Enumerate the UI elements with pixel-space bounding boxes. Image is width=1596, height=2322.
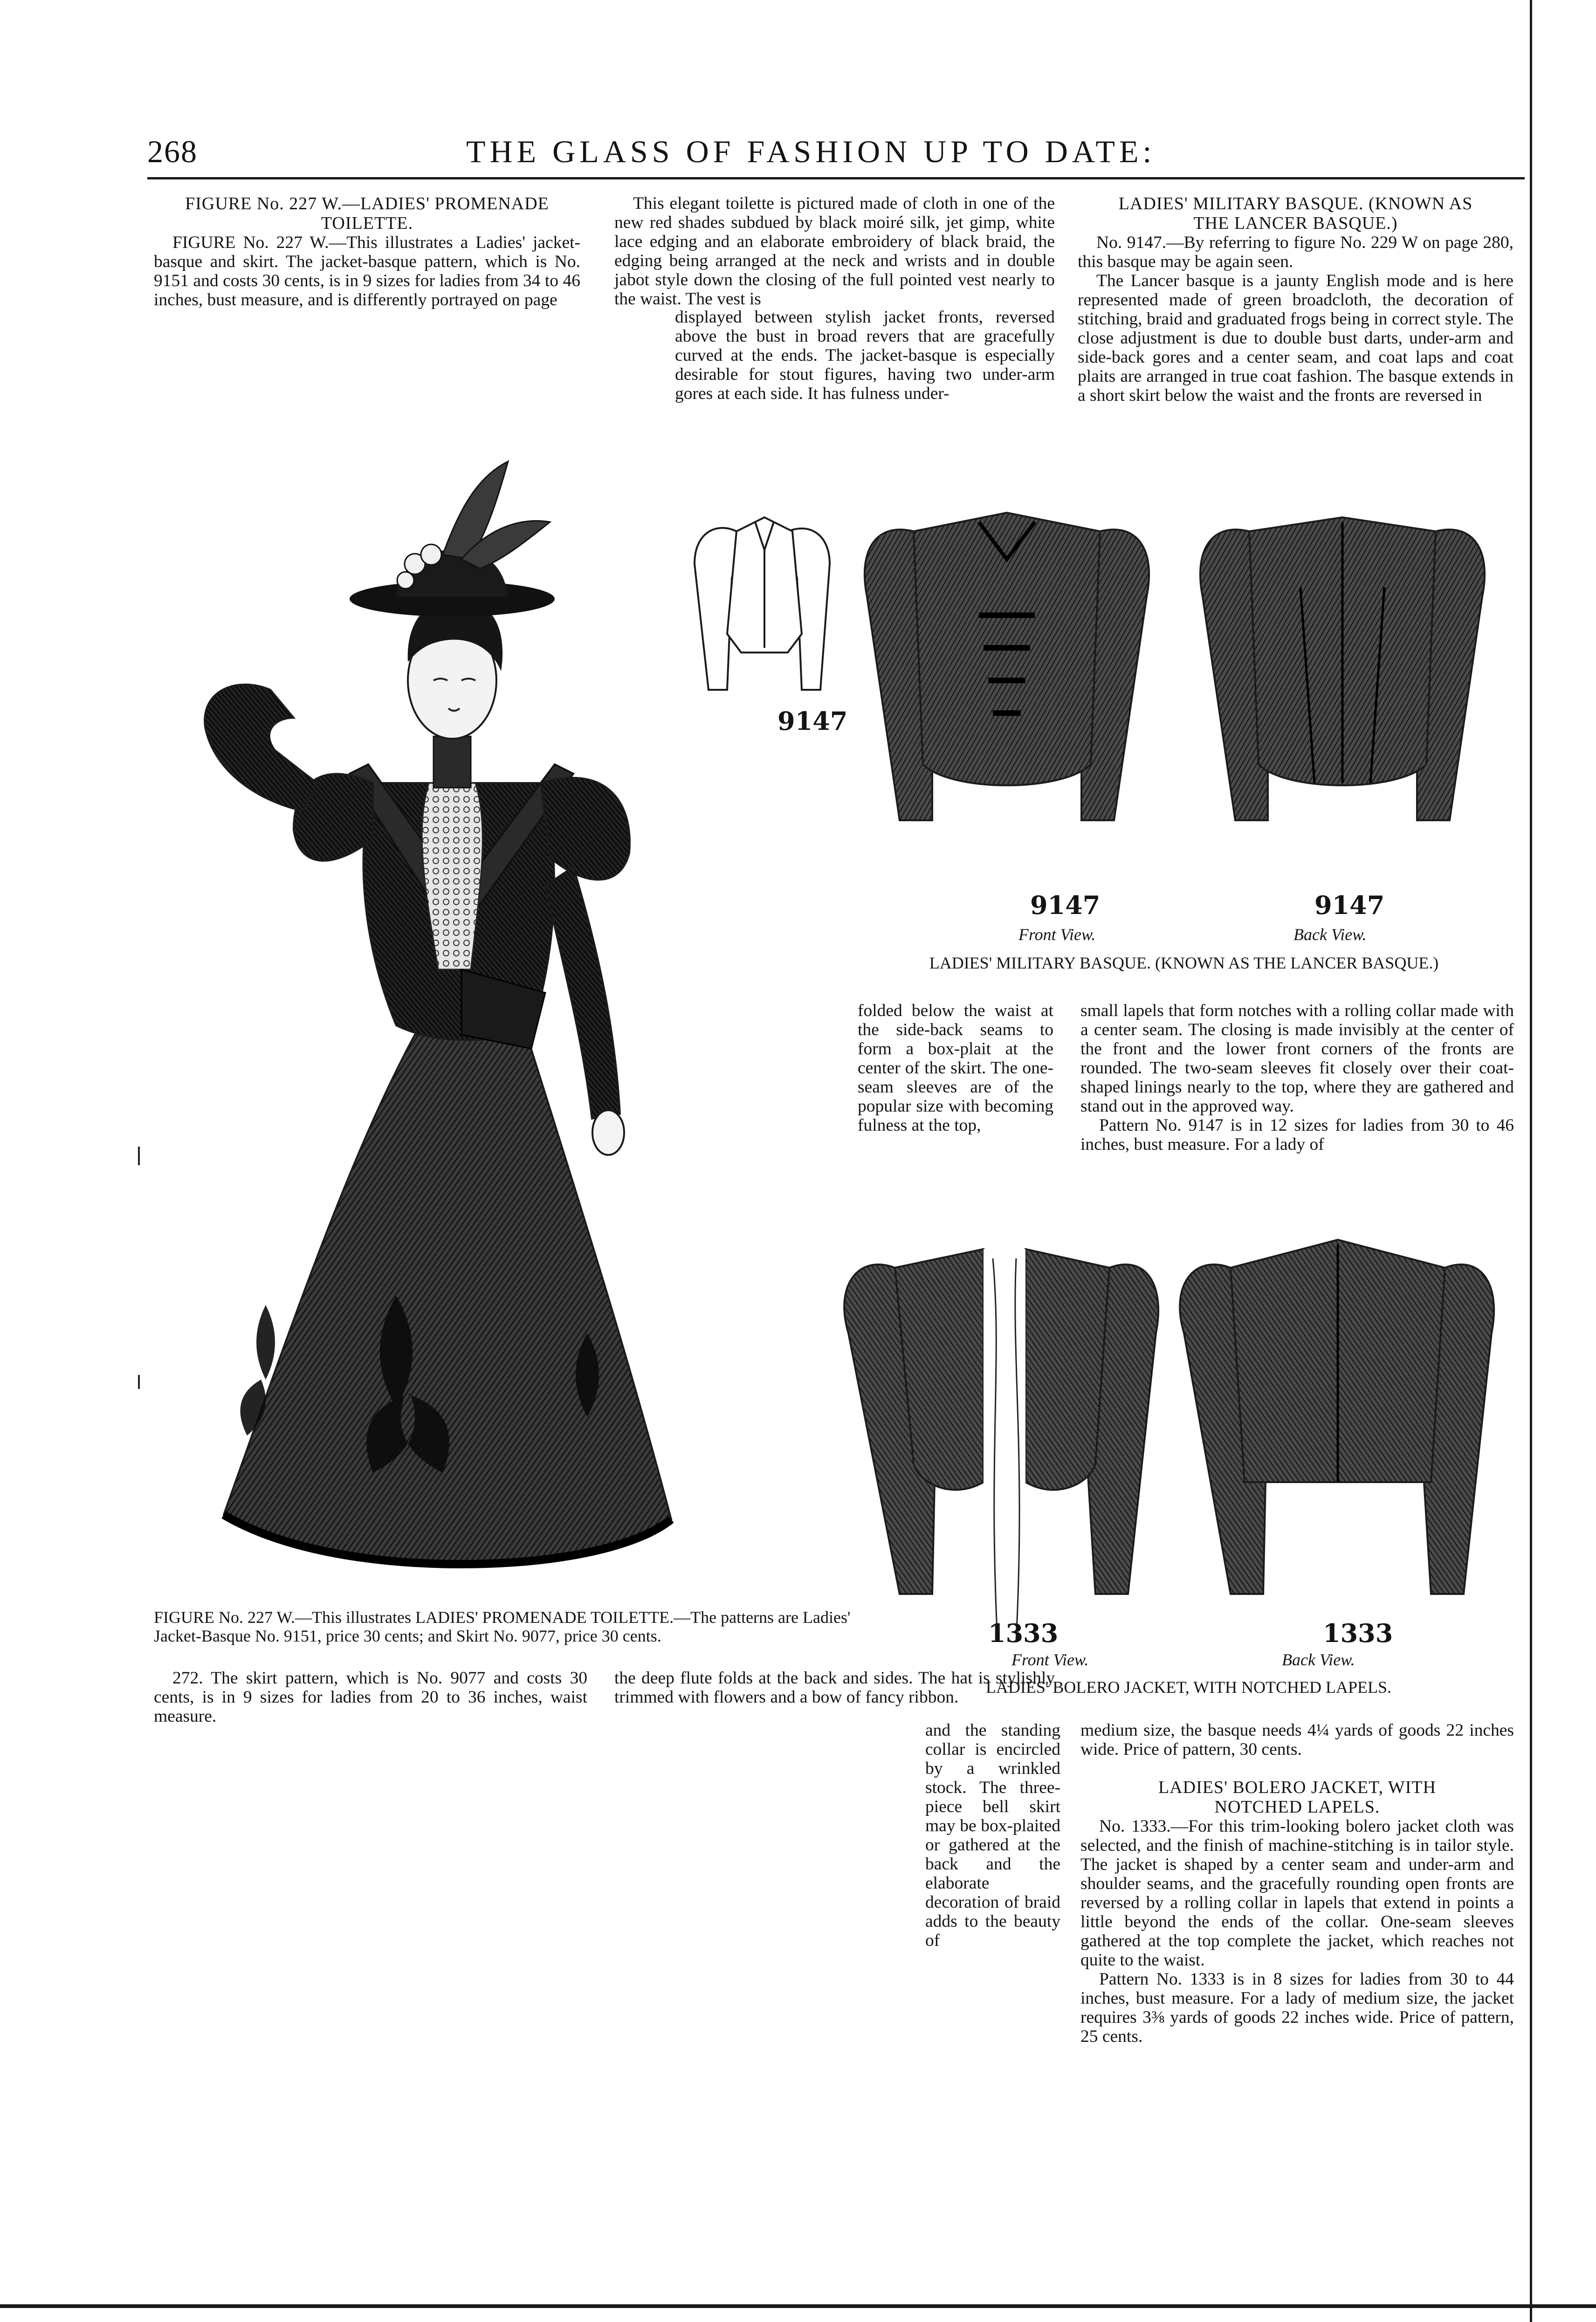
lower-right-paragraph-3: Pattern No. 1333 is in 8 sizes for ladies from 30 to 44 inches, bust measure. For a lady of medium size, the jacket requires 3⅜ yards of goods 22 inches wide. Price of pattern, 25 cents.: [1080, 1970, 1514, 2046]
bolero-jacket-illustrations: [830, 1221, 1501, 1641]
col3-paragraph-1: No. 9147.—By referring to figure No. 229 W on page 280, this basque may be again seen.: [1078, 233, 1513, 271]
figure-caption: FIGURE No. 227 W.—This illustrates LADIES' PROMENADE TOILETTE.—The patterns are Ladies' Jacket-Basque No. 9151, price 30 cents; and Skirt No. 9077, price 30 cents.: [154, 1608, 851, 1645]
col2-block: [614, 194, 1055, 309]
military-front-number: 9147: [1030, 890, 1101, 920]
bolero-back-number: 1333: [1323, 1618, 1393, 1648]
mid-narrow-column: folded below the waist at the side-back seams to form a box-plait at the center of the skirt. The one-seam sleeves are of the popular size with becoming fulness at the top,: [858, 1001, 1053, 1135]
lower-right-paragraph-1: medium size, the basque needs 4¼ yards of goods 22 inches wide. Price of pattern, 30 cents.: [1080, 1721, 1514, 1759]
bolero-caption: LADIES' BOLERO JACKET, WITH NOTCHED LAPELS.: [985, 1678, 1392, 1697]
col1-paragraph: FIGURE No. 227 W.—This illustrates a Ladies' jacket-basque and skirt. The jacket-basque pattern, which is No. 9151 and costs 30 cents, is in 9 sizes for ladies from 34 to 46 inches, bust measure, and is differently portrayed on page: [154, 233, 580, 309]
margin-mark: [138, 1375, 140, 1389]
header-rule: [147, 177, 1525, 179]
lower-right-column: [1080, 1721, 1514, 2046]
col3-paragraph-2: The Lancer basque is a jaunty English mode and is here represented made of green broadcloth, the decoration of stitching, braid and graduated frogs being in correct style. The close adjustment is due to double bust darts, under-arm and side-back gores and a center seam, and coat laps and coat plaits are arranged in true coat fashion. The basque extends in a short skirt below the waist and the fronts are reversed in: [1078, 271, 1513, 405]
col2-paragraph-top: This elegant toilette is pictured made of cloth in one of the new red shades subdued by black moiré silk, jet gimp, white lace edging and an elaborate embroidery of black braid, the edging being arranged at the neck and wrists and in double jabot style down the closing of the full pointed vest nearly to the waist. The vest is: [614, 194, 1055, 309]
bolero-front-label: Front View.: [1011, 1650, 1089, 1669]
military-basque-front-view: [865, 513, 1149, 820]
military-basque-outline-drawing: [695, 517, 830, 690]
page-edge-right: [1530, 0, 1532, 2322]
col2-paragraph-indented: displayed between stylish jacket fronts, reversed above the bust in broad revers that are gracefully curved at the ends. The jacket-basque is especially desirable for stout figures, having two under-arm gores at each side. It has fulness under-: [675, 308, 1055, 403]
military-small-number: 9147: [777, 706, 848, 736]
military-back-number: 9147: [1314, 890, 1385, 920]
military-basque-back-view: [1200, 517, 1485, 820]
bolero-front-number: 1333: [988, 1618, 1059, 1648]
bolero-front-view: [844, 1249, 1158, 1641]
col3-heading: LADIES' MILITARY BASQUE. (KNOWN AS THE LANCER BASQUE.): [1118, 194, 1473, 233]
military-caption: LADIES' MILITARY BASQUE. (KNOWN AS THE LANCER BASQUE.): [929, 954, 1439, 972]
promenade-toilette-illustration: [154, 364, 690, 1585]
col2-indented-block: [675, 308, 1055, 403]
bottom-mid-paragraph: the deep flute folds at the back and sides. The hat is stylishly trimmed with flowers and a bow of fancy ribbon.: [614, 1669, 1055, 1707]
military-back-label: Back View.: [1293, 925, 1367, 944]
military-front-label: Front View.: [1018, 925, 1096, 944]
running-title: THE GLASS OF FASHION UP TO DATE:: [466, 134, 1156, 169]
mid-wide-paragraph-2: Pattern No. 9147 is in 12 sizes for ladies from 30 to 46 inches, bust measure. For a lady of: [1080, 1116, 1514, 1154]
col3-block: [1078, 194, 1513, 405]
mid-wide-paragraph-1: small lapels that form notches with a rolling collar made with a center seam. The closing is made invisibly at the center of the front and the lower front corners of the fronts are rounded. The two-seam sleeves fit closely over their coat-shaped linings nearly to the top, where they are gathered and stand out in the approved way.: [1080, 1001, 1514, 1116]
bolero-heading: LADIES' BOLERO JACKET, WITH NOTCHED LAPELS.: [1158, 1778, 1437, 1817]
col1-block: [154, 194, 580, 309]
mid-wide-column: [1080, 1001, 1514, 1154]
bottom-left-paragraph: 272. The skirt pattern, which is No. 9077 and costs 30 cents, is in 9 sizes for ladies from 20 to 36 inches, waist measure.: [154, 1669, 587, 1726]
lower-right-paragraph-2: No. 1333.—For this trim-looking bolero jacket cloth was selected, and the finish of machine-stitching is in tailor style. The jacket is shaped by a center seam and under-arm and shoulder seams, and the gracefully rounding open fronts are reversed by a rolling collar in lapels that extend in points a little beyond the ends of the collar. One-seam sleeves gathered at the top complete the jacket, which reaches not quite to the waist.: [1080, 1817, 1514, 1970]
lower-narrow-column: and the standing collar is encircled by a wrinkled stock. The three-piece bell skirt may be box-plaited or gathered at the back and the elaborate decoration of braid adds to the beauty of: [925, 1721, 1060, 1950]
bolero-back-view: [1180, 1240, 1494, 1594]
col1-heading: FIGURE No. 227 W.—LADIES' PROMENADE TOILETTE.: [185, 194, 549, 233]
margin-mark: [138, 1147, 140, 1165]
page-edge-bottom: [0, 2304, 1596, 2308]
page-number: 268: [147, 134, 198, 169]
bolero-back-label: Back View.: [1282, 1650, 1355, 1669]
